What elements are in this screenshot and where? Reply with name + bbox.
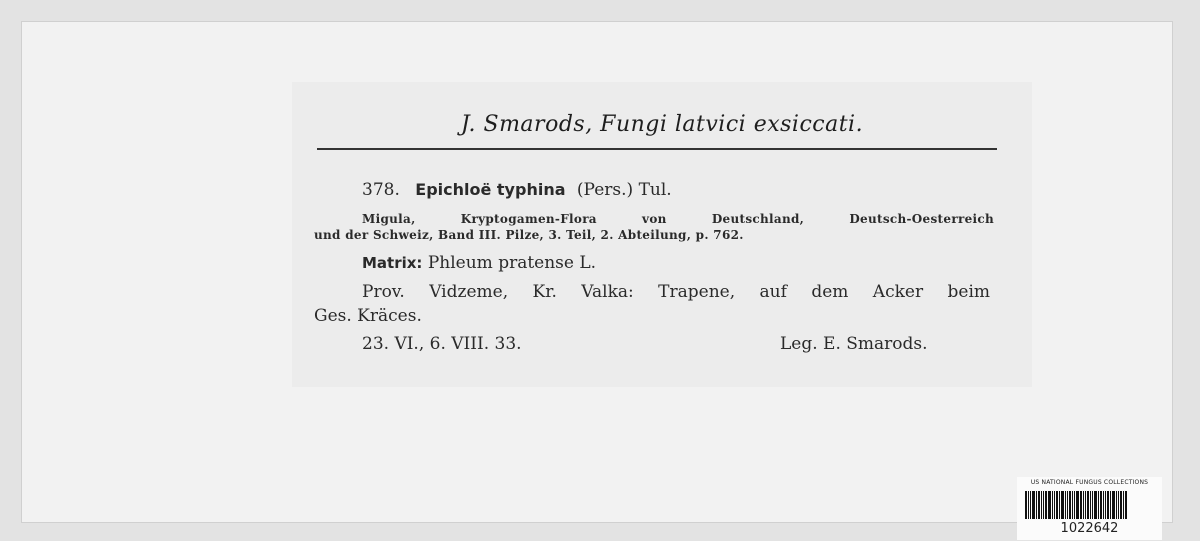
- specimen-label: [292, 82, 1032, 387]
- matrix-line: [362, 253, 596, 273]
- matrix-value: Phleum pratense L.: [427, 253, 597, 273]
- locality-line-1: Prov. Vidzeme, Kr. Valka: Trapene, auf dem Acker beim: [362, 282, 990, 302]
- exsiccata-number: 378.: [362, 180, 400, 200]
- matrix-key: Matrix:: [362, 254, 423, 272]
- collection-dates: 23. VI., 6. VIII. 33.: [362, 334, 522, 354]
- species-authority: (Pers.) Tul.: [576, 180, 672, 200]
- species-line: [362, 180, 672, 200]
- barcode-bars: [1025, 491, 1153, 519]
- locality-line-2: Ges. Kräces.: [314, 306, 422, 326]
- collector: Leg. E. Smarods.: [780, 334, 928, 354]
- barcode-label: [1017, 477, 1162, 540]
- barcode-caption: US NATIONAL FUNGUS COLLECTIONS: [1030, 479, 1149, 486]
- reference-line-1: Migula, Kryptogamen-Flora von Deutschland, Deutsch-Oesterreich: [362, 212, 994, 226]
- title-rule: [317, 148, 997, 150]
- species-name: Epichloë typhina: [415, 180, 566, 199]
- label-title: J. Smarods, Fungi latvici exsiccati.: [460, 112, 864, 137]
- reference-line-2: und der Schweiz, Band III. Pilze, 3. Teil, 2. Abteilung, p. 762.: [314, 228, 744, 242]
- barcode-number: 1022642: [1060, 521, 1119, 536]
- herbarium-sheet: [22, 22, 1172, 536]
